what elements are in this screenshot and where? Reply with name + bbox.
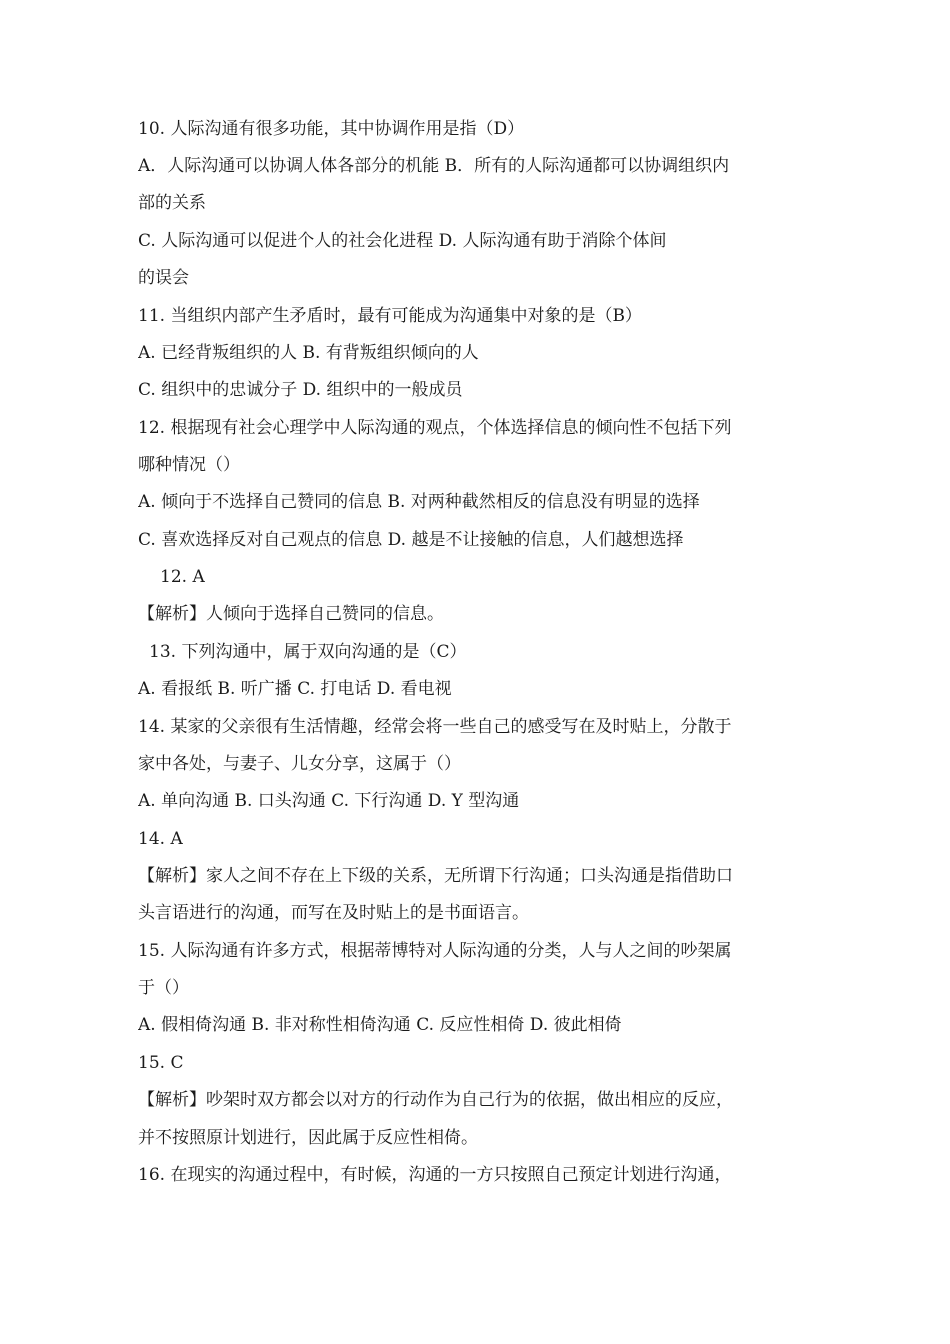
question-13-options: A. 看报纸 B. 听广播 C. 打电话 D. 看电视 bbox=[138, 679, 452, 699]
question-15-options: A. 假相倚沟通 B. 非对称性相倚沟通 C. 反应性相倚 D. 彼此相倚 bbox=[138, 1015, 622, 1035]
question-12-answer: 12. A bbox=[160, 567, 205, 587]
question-14-stem-line-1: 14. 某家的父亲很有生活情趣，经常会将一些自己的感受写在及时贴上，分散于 bbox=[138, 717, 732, 737]
question-12-options-ab: A. 倾向于不选择自己赞同的信息 B. 对两种截然相反的信息没有明显的选择 bbox=[138, 492, 700, 512]
question-10-options-line-4: 的误会 bbox=[138, 268, 189, 288]
question-13-stem: 13. 下列沟通中，属于双向沟通的是（C） bbox=[149, 642, 467, 662]
question-10-options-line-1: A．人际沟通可以协调人体各部分的机能 B．所有的人际沟通都可以协调组织内 bbox=[138, 156, 730, 176]
question-11-options-cd: C. 组织中的忠诚分子 D. 组织中的一般成员 bbox=[138, 380, 463, 400]
question-15-stem-line-2: 于（） bbox=[138, 978, 189, 998]
question-14-options: A. 单向沟通 B. 口头沟通 C. 下行沟通 D. Y 型沟通 bbox=[138, 791, 520, 811]
question-14-stem-line-2: 家中各处，与妻子、儿女分享，这属于（） bbox=[138, 754, 461, 774]
question-14-explanation-line-2: 头言语进行的沟通，而写在及时贴上的是书面语言。 bbox=[138, 903, 529, 923]
question-14-answer: 14. A bbox=[138, 829, 183, 849]
question-15-explanation-line-2: 并不按照原计划进行，因此属于反应性相倚。 bbox=[138, 1128, 478, 1148]
question-12-stem-line-2: 哪种情况（） bbox=[138, 455, 240, 475]
question-15-stem-line-1: 15. 人际沟通有许多方式，根据蒂博特对人际沟通的分类，人与人之间的吵架属 bbox=[138, 941, 732, 961]
question-15-explanation-line-1: 【解析】吵架时双方都会以对方的行动作为自己行为的依据，做出相应的反应， bbox=[138, 1090, 733, 1110]
question-11-stem: 11. 当组织内部产生矛盾时，最有可能成为沟通集中对象的是（B） bbox=[138, 306, 642, 326]
question-14-explanation-line-1: 【解析】家人之间不存在上下级的关系，无所谓下行沟通；口头沟通是指借助口 bbox=[138, 866, 733, 886]
question-12-stem-line-1: 12. 根据现有社会心理学中人际沟通的观点，个体选择信息的倾向性不包括下列 bbox=[138, 418, 732, 438]
question-10-options-line-3: C. 人际沟通可以促进个人的社会化进程 D. 人际沟通有助于消除个体间 bbox=[138, 231, 667, 251]
question-12-options-cd: C. 喜欢选择反对自己观点的信息 D. 越是不让接触的信息，人们越想选择 bbox=[138, 530, 684, 550]
question-10-options-line-2: 部的关系 bbox=[138, 193, 206, 213]
question-11-options-ab: A. 已经背叛组织的人 B. 有背叛组织倾向的人 bbox=[138, 343, 479, 363]
question-16-stem-line-1: 16. 在现实的沟通过程中，有时候，沟通的一方只按照自己预定计划进行沟通， bbox=[138, 1165, 732, 1185]
question-10-stem: 10. 人际沟通有很多功能，其中协调作用是指（D） bbox=[138, 119, 525, 139]
question-12-explanation: 【解析】人倾向于选择自己赞同的信息。 bbox=[138, 604, 444, 624]
question-15-answer: 15. C bbox=[138, 1053, 184, 1073]
